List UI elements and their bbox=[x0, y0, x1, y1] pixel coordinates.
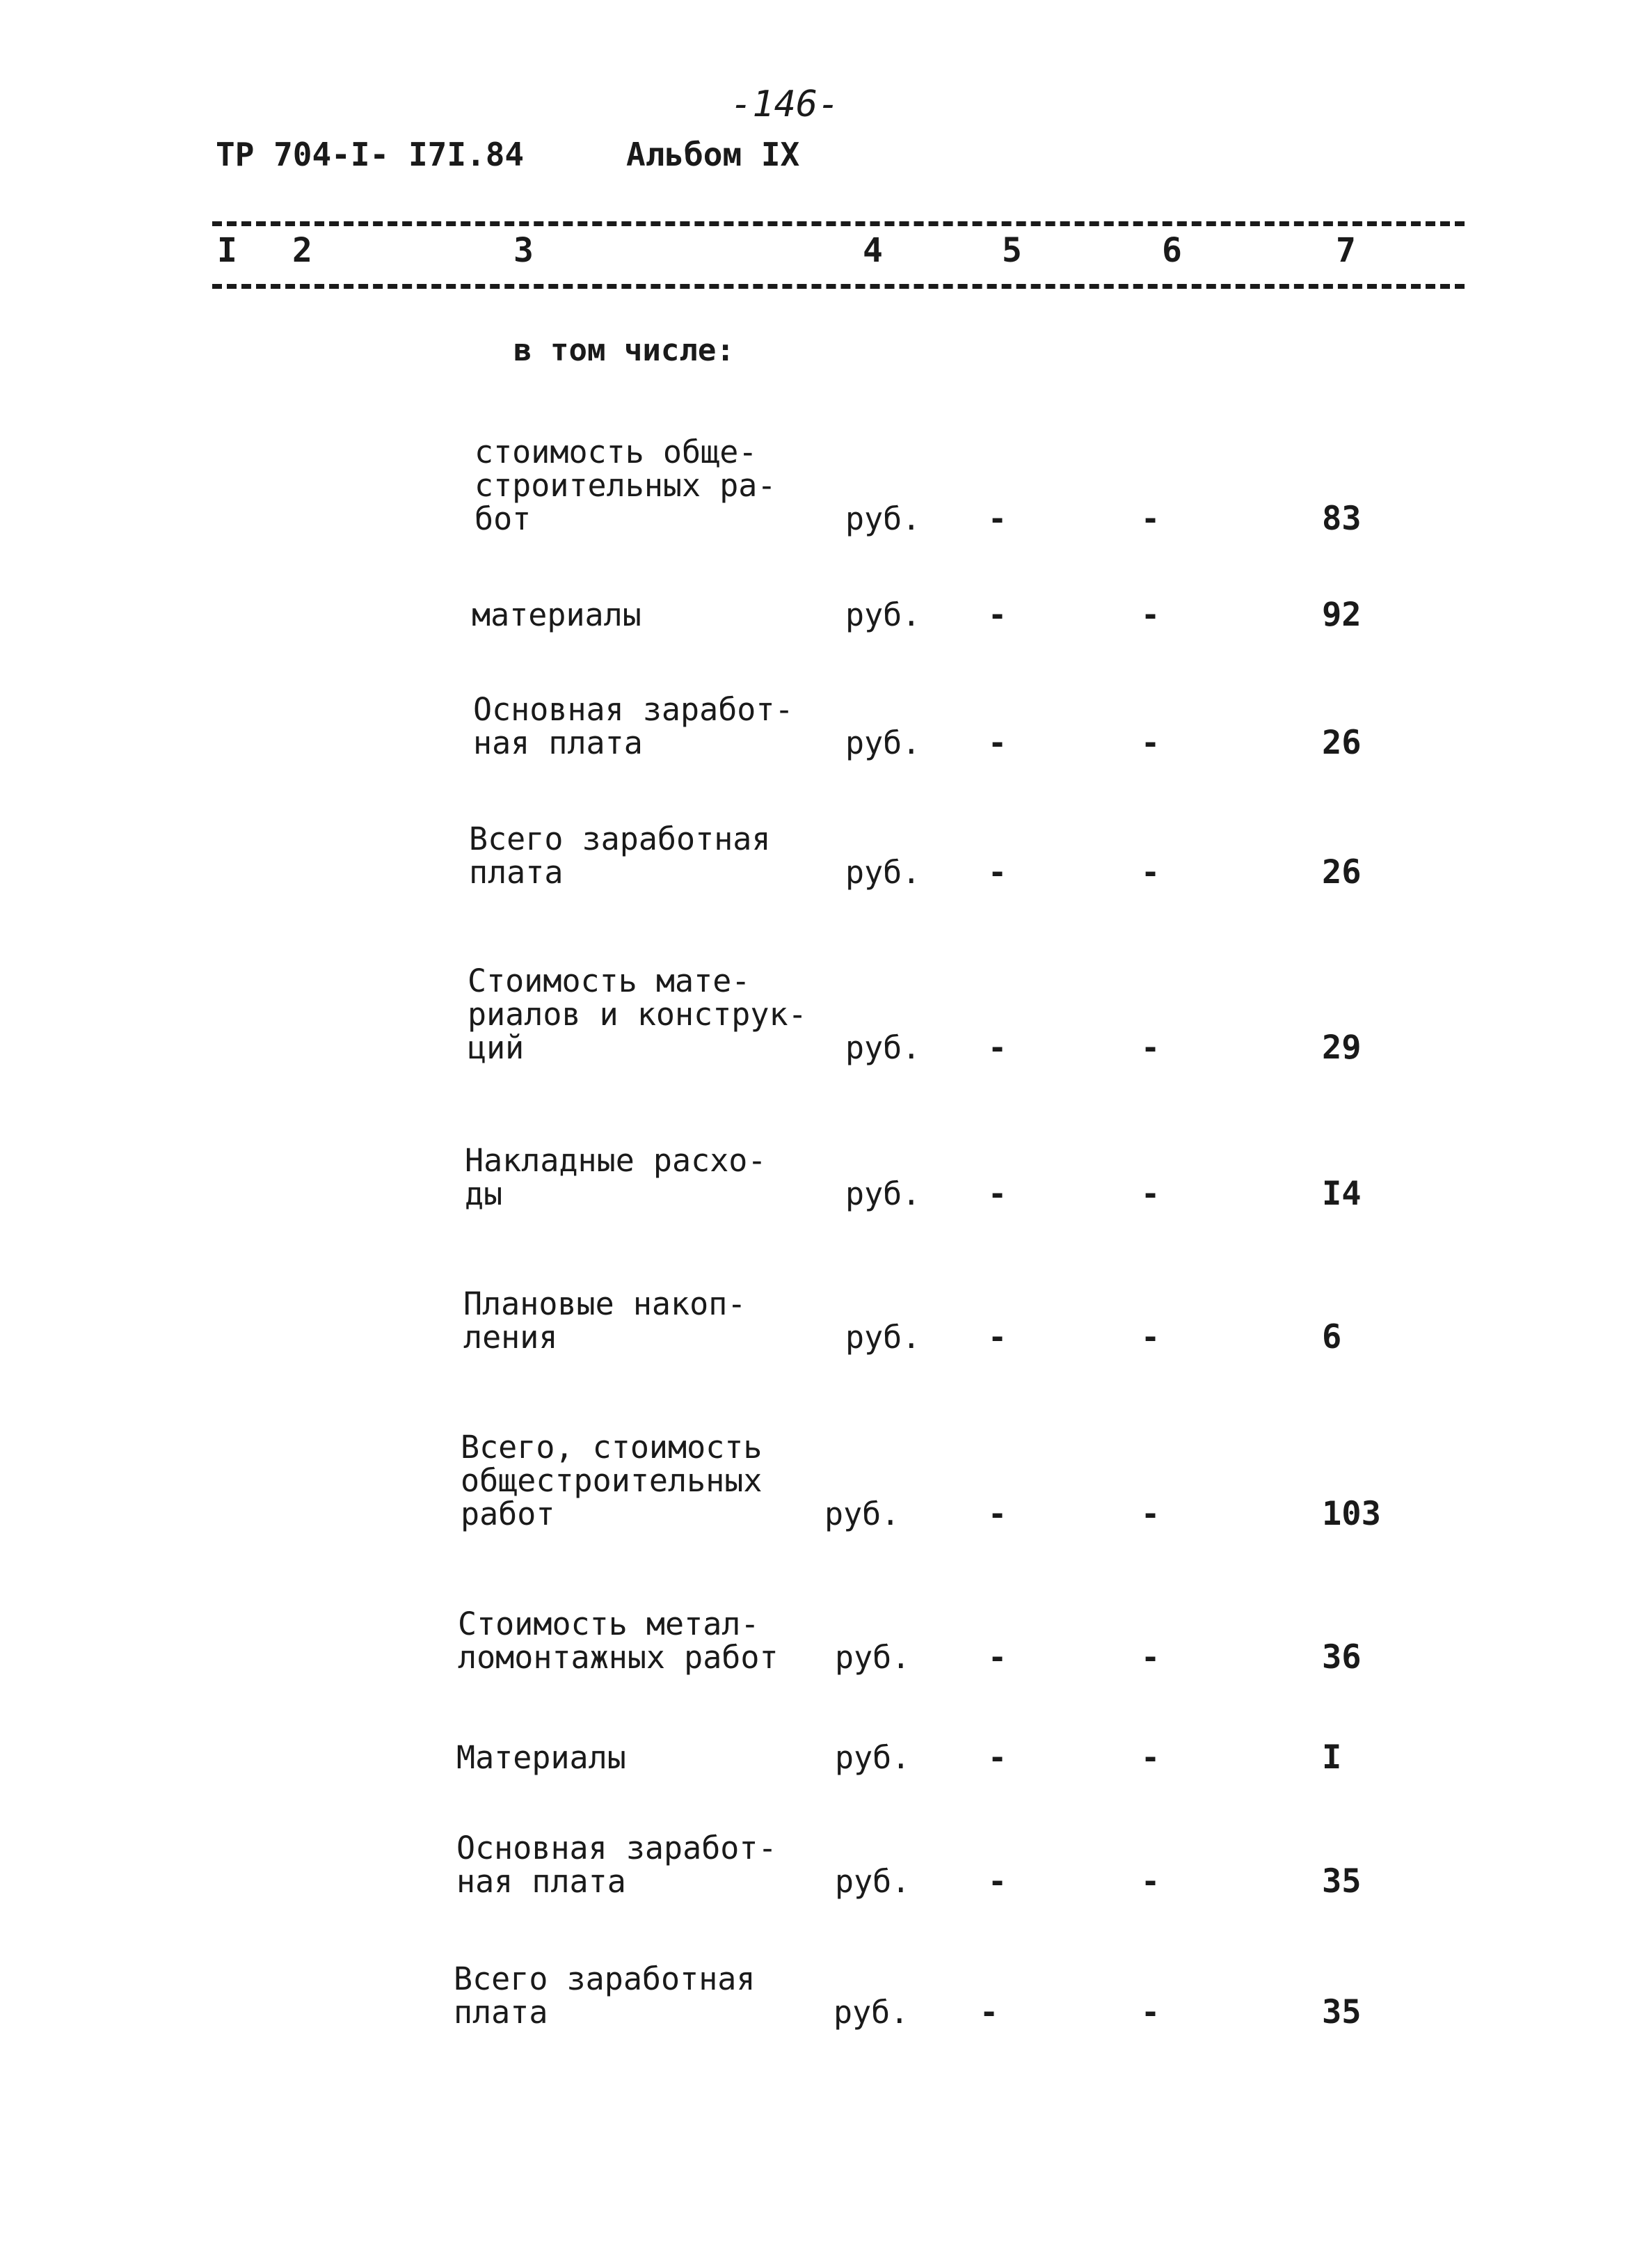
row-col5: - bbox=[988, 1175, 1007, 1212]
row-value: 103 bbox=[1322, 1495, 1381, 1533]
row-col5: - bbox=[988, 724, 1007, 761]
row-col6: - bbox=[1141, 1863, 1161, 1900]
row-col5: - bbox=[988, 1496, 1007, 1532]
row-name: Всего заработная плата bbox=[469, 820, 771, 891]
subheading: в том числе: bbox=[513, 333, 735, 368]
row-unit: руб. bbox=[834, 1994, 909, 2031]
row-col6: - bbox=[1141, 1496, 1161, 1532]
row-value: 26 bbox=[1322, 853, 1362, 891]
row-value: 36 bbox=[1322, 1638, 1362, 1676]
row-col5: - bbox=[988, 1863, 1007, 1900]
row-col6: - bbox=[1141, 1319, 1161, 1356]
row-col5: - bbox=[988, 596, 1007, 633]
row-name: Плановые накоп- ления bbox=[463, 1285, 747, 1356]
row-unit: руб. bbox=[835, 1639, 911, 1676]
row-unit: руб. bbox=[845, 1319, 921, 1356]
row-col5: - bbox=[988, 1029, 1007, 1066]
row-unit: руб. bbox=[845, 1029, 921, 1066]
page-number: -146- bbox=[731, 84, 840, 125]
row-col6: - bbox=[1141, 724, 1161, 761]
row-col6: - bbox=[1141, 1029, 1161, 1066]
row-col6: - bbox=[1141, 1739, 1161, 1776]
row-col6: - bbox=[1141, 1639, 1161, 1676]
row-unit: руб. bbox=[845, 724, 921, 761]
row-unit: руб. bbox=[824, 1496, 900, 1532]
column-header-7: 7 bbox=[1336, 231, 1356, 270]
row-value: 29 bbox=[1322, 1029, 1362, 1067]
row-name: Материалы bbox=[456, 1739, 626, 1776]
column-header-1: I bbox=[217, 231, 237, 270]
row-unit: руб. bbox=[845, 854, 921, 891]
row-unit: руб. bbox=[835, 1739, 911, 1776]
row-name: Стоимость метал- ломонтажных работ bbox=[458, 1605, 779, 1676]
row-unit: руб. bbox=[845, 500, 921, 537]
column-header-6: 6 bbox=[1162, 231, 1182, 270]
column-header-3: 3 bbox=[513, 231, 534, 270]
album-label: Альбом IX bbox=[626, 136, 800, 173]
row-col6: - bbox=[1141, 1175, 1161, 1212]
row-col6: - bbox=[1141, 596, 1161, 633]
row-col5: - bbox=[980, 1994, 999, 2031]
row-value: 83 bbox=[1322, 500, 1362, 538]
row-col6: - bbox=[1141, 1994, 1161, 2031]
row-col5: - bbox=[988, 1319, 1007, 1356]
row-value: 92 bbox=[1322, 596, 1362, 634]
row-name: Основная заработ- ная плата bbox=[473, 691, 794, 761]
row-value: 35 bbox=[1322, 1993, 1362, 2031]
row-name: материалы bbox=[472, 596, 641, 633]
row-name: Стоимость мате- риалов и конструк- ций bbox=[468, 962, 807, 1066]
row-name: стоимость обще- строительных ра- бот bbox=[474, 434, 776, 537]
row-col5: - bbox=[988, 1739, 1007, 1776]
row-name: Накладные расхо- ды bbox=[465, 1142, 767, 1212]
row-value: 6 bbox=[1322, 1318, 1342, 1356]
row-col5: - bbox=[988, 854, 1007, 891]
row-name: Основная заработ- ная плата bbox=[456, 1830, 777, 1900]
row-col5: - bbox=[988, 500, 1007, 537]
column-header-5: 5 bbox=[1002, 231, 1022, 270]
row-unit: руб. bbox=[845, 1175, 921, 1212]
document-code: ТР 704-I- I7I.84 bbox=[216, 136, 525, 173]
column-header-4: 4 bbox=[863, 231, 883, 270]
row-value: 35 bbox=[1322, 1862, 1362, 1901]
row-value: I4 bbox=[1322, 1175, 1362, 1213]
row-col6: - bbox=[1141, 854, 1161, 891]
column-header-2: 2 bbox=[292, 231, 312, 270]
row-col5: - bbox=[988, 1639, 1007, 1676]
row-name: Всего заработная плата bbox=[454, 1960, 756, 2031]
table-top-rule bbox=[212, 221, 1465, 226]
row-unit: руб. bbox=[835, 1863, 911, 1900]
row-col6: - bbox=[1141, 500, 1161, 537]
row-value: 26 bbox=[1322, 724, 1362, 762]
row-value: I bbox=[1322, 1738, 1342, 1777]
table-header-rule bbox=[212, 284, 1465, 289]
row-name: Всего, стоимость общестроительных работ bbox=[461, 1429, 763, 1532]
row-unit: руб. bbox=[845, 596, 921, 633]
